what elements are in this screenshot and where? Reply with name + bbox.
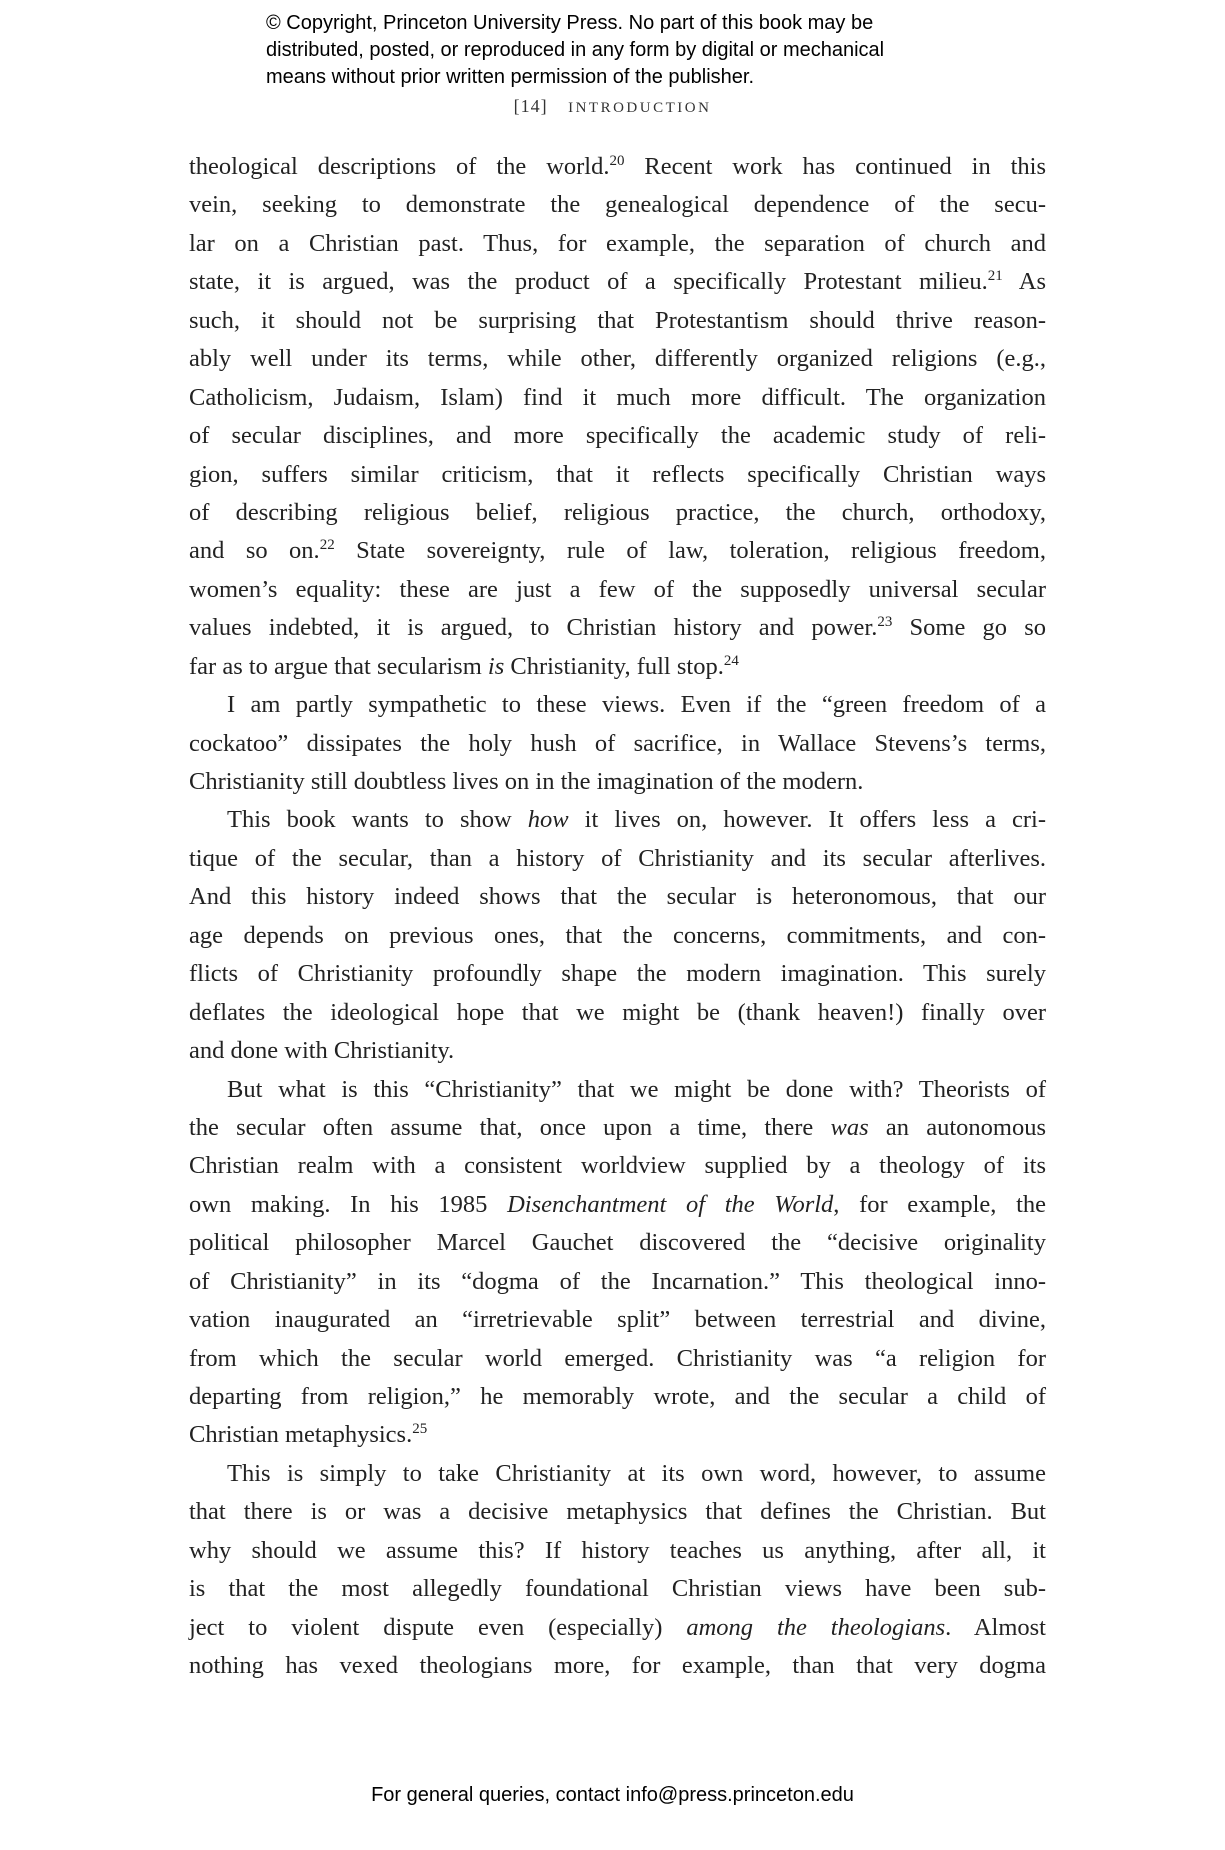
copyright-line: means without prior written permission of the publisher.	[266, 66, 755, 88]
text-line	[189, 186, 1046, 224]
text-line	[189, 1032, 1046, 1070]
body-text	[189, 148, 1046, 1686]
italic-text: how	[527, 806, 569, 834]
text-run: . Almost	[945, 1613, 1046, 1641]
text-line	[189, 379, 1046, 417]
text-line	[189, 571, 1046, 609]
footnote-ref: 22	[319, 537, 335, 554]
text-run: such, it should not be surprising that Protestantism should thrive reason-	[189, 306, 1046, 334]
text-line	[189, 763, 1046, 801]
italic-text: is	[487, 652, 505, 680]
text-run: is that the most allegedly foundational Christian views have been sub-	[189, 1575, 1046, 1603]
text-line	[189, 648, 1046, 686]
text-line	[189, 1493, 1046, 1531]
text-run: that there is or was a decisive metaphysics that defines the Christian. But	[189, 1498, 1046, 1526]
text-line	[189, 225, 1046, 263]
text-line	[189, 1263, 1046, 1301]
text-line	[189, 686, 1046, 724]
text-run: an autonomous	[868, 1113, 1046, 1141]
text-run: age depends on previous ones, that the concerns, commitments, and con-	[189, 921, 1046, 949]
text-run: nothing has vexed theologians more, for example, than that very dogma	[189, 1652, 1046, 1680]
text-run: This is simply to take Christianity at its own word, however, to assume	[227, 1459, 1046, 1487]
text-run: and done with Christianity.	[189, 1037, 455, 1065]
text-line	[189, 1532, 1046, 1570]
text-run: gion, suffers similar criticism, that it reflects specifically Christian ways	[189, 460, 1046, 488]
text-line	[189, 955, 1046, 993]
text-run: values indebted, it is argued, to Christian history and power.	[189, 614, 878, 642]
text-run: Christian metaphysics.	[189, 1421, 413, 1449]
text-run: flicts of Christianity profoundly shape the modern imagination. This surely	[189, 960, 1046, 988]
text-run: own making. In his 1985	[189, 1190, 508, 1218]
text-line	[189, 532, 1046, 570]
text-run: cockatoo” dissipates the holy hush of sacrifice, in Wallace Stevens’s terms,	[189, 729, 1046, 757]
text-run: lar on a Christian past. Thus, for example, the separation of church and	[189, 229, 1046, 257]
text-line	[189, 1416, 1046, 1454]
footer-contact: For general queries, contact info@press.princeton.edu	[371, 1784, 854, 1806]
text-run: This book wants to show	[227, 806, 528, 834]
text-run: But what is this “Christianity” that we might be done with? Theorists of	[227, 1075, 1046, 1103]
footnote-ref: 20	[609, 153, 625, 169]
text-line	[189, 1224, 1046, 1262]
text-run: departing from religion,” he memorably wrote, and the secular a child of	[189, 1383, 1046, 1410]
text-run: why should we assume this? If history teaches us anything, after all, it	[189, 1536, 1046, 1564]
italic-text: among the theologians	[686, 1613, 946, 1641]
text-line	[189, 878, 1046, 916]
paragraph	[189, 1071, 1046, 1455]
text-run: tique of the secular, than a history of Christianity and its secular afterlives.	[189, 844, 1046, 872]
footnote-ref: 23	[877, 614, 893, 631]
text-line	[189, 1647, 1046, 1685]
text-line	[189, 917, 1046, 955]
text-run: Catholicism, Judaism, Islam) find it much more difficult. The organization	[189, 383, 1046, 411]
text-line	[189, 1340, 1046, 1378]
text-run: vein, seeking to demonstrate the genealogical dependence of the secu-	[189, 191, 1046, 219]
text-line	[189, 302, 1046, 340]
text-line	[189, 148, 1046, 186]
text-line	[189, 1186, 1046, 1224]
text-run: Christianity, full stop.	[504, 652, 724, 680]
italic-text: was	[830, 1113, 869, 1141]
copyright-line: distributed, posted, or reproduced in any form by digital or mechanical	[266, 39, 885, 61]
text-line	[189, 340, 1046, 378]
text-run: As	[1002, 268, 1046, 296]
text-run: State sovereignty, rule of law, toleration, religious freedom,	[334, 537, 1046, 565]
footnote-ref: 25	[412, 1421, 428, 1438]
footnote-ref: 24	[723, 652, 739, 669]
text-run: deflates the ideological hope that we might be (thank heaven!) finally over	[189, 998, 1046, 1026]
page-number: [14]	[513, 96, 548, 116]
text-run: And this history indeed shows that the secular is heteronomous, that our	[189, 883, 1046, 911]
running-head	[0, 93, 1225, 118]
text-line	[189, 1071, 1046, 1109]
text-run: the secular often assume that, once upon a time, there	[189, 1113, 831, 1141]
text-line	[189, 263, 1046, 301]
text-run: , for example, the	[833, 1190, 1047, 1218]
text-run: women’s equality: these are just a few of the supposedly universal secular	[189, 575, 1046, 603]
text-line	[189, 1378, 1046, 1416]
copyright-notice	[266, 10, 1026, 91]
text-line	[189, 1301, 1046, 1339]
text-line	[189, 1609, 1046, 1647]
text-line	[189, 456, 1046, 494]
text-run: ably well under its terms, while other, differently organized religions (e.g.,	[189, 345, 1046, 373]
text-run: theological descriptions of the world.	[189, 153, 610, 180]
text-run: Some go so	[892, 614, 1046, 642]
paragraph	[189, 686, 1046, 801]
chapter-title: introduction	[568, 93, 712, 117]
copyright-line: © Copyright, Princeton University Press. No part of this book may be	[266, 12, 874, 34]
text-run: it lives on, however. It offers less a cri-	[568, 806, 1046, 834]
text-run: of secular disciplines, and more specifically the academic study of reli-	[189, 422, 1046, 450]
text-run: far as to argue that secularism	[189, 652, 488, 680]
text-run: state, it is argued, was the product of a specifically Protestant milieu.	[189, 268, 988, 296]
paragraph	[189, 801, 1046, 1070]
text-run: of Christianity” in its “dogma of the Incarnation.” This theological inno-	[189, 1267, 1046, 1295]
text-run: and so on.	[189, 537, 320, 565]
text-line	[189, 494, 1046, 532]
text-run: Christianity still doubtless lives on in the imagination of the modern.	[189, 768, 864, 795]
text-line	[189, 840, 1046, 878]
text-line	[189, 1455, 1046, 1493]
text-line	[189, 801, 1046, 839]
text-line	[189, 609, 1046, 647]
italic-text: Disenchantment of the World	[507, 1190, 834, 1218]
footnote-ref: 21	[987, 268, 1003, 285]
paragraph	[189, 148, 1046, 686]
text-line	[189, 1147, 1046, 1185]
text-run: I am partly sympathetic to these views. Even if the “green freedom of a	[227, 691, 1046, 719]
text-line	[189, 994, 1046, 1032]
text-line	[189, 417, 1046, 455]
text-run: Recent work has continued in this	[624, 153, 1046, 180]
text-line	[189, 1109, 1046, 1147]
text-run: Christian realm with a consistent worldview supplied by a theology of its	[189, 1152, 1046, 1180]
text-run: political philosopher Marcel Gauchet discovered the “decisive originality	[189, 1229, 1046, 1257]
text-run: from which the secular world emerged. Christianity was “a religion for	[189, 1344, 1046, 1372]
text-run: of describing religious belief, religious practice, the church, orthodoxy,	[189, 498, 1046, 526]
text-run: ject to violent dispute even (especially)	[189, 1613, 687, 1641]
text-line	[189, 1570, 1046, 1608]
text-run: vation inaugurated an “irretrievable split” between terrestrial and divine,	[189, 1306, 1046, 1334]
text-line	[189, 725, 1046, 763]
paragraph	[189, 1455, 1046, 1686]
